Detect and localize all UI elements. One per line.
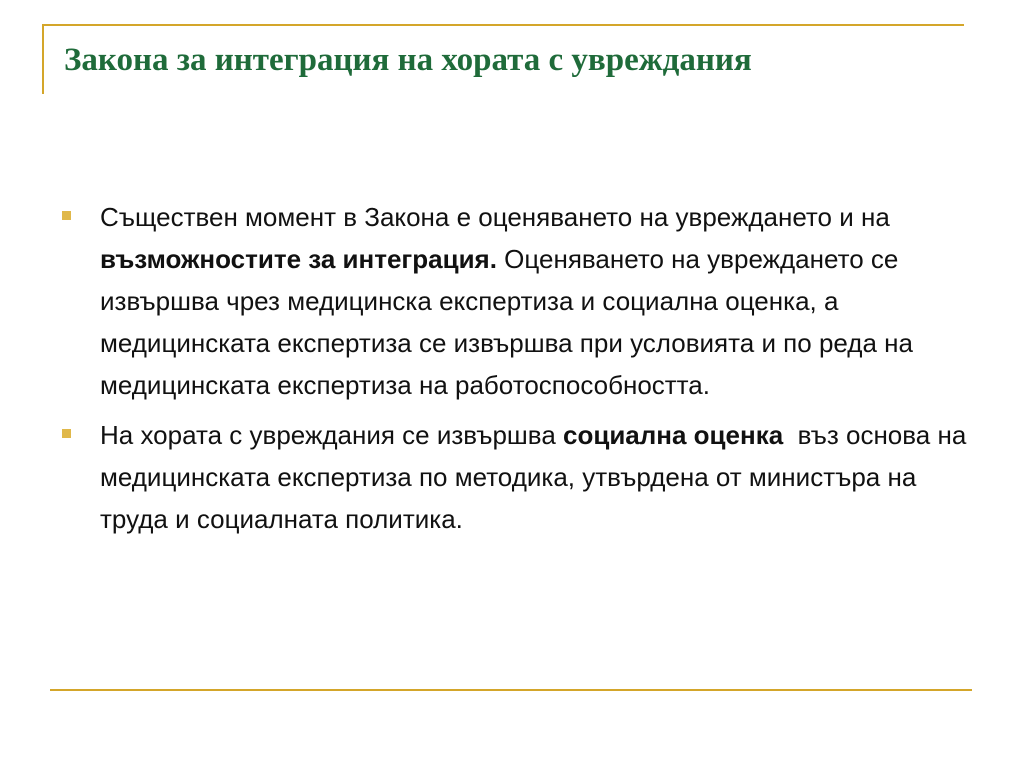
top-divider-line	[42, 24, 964, 26]
left-divider-line	[42, 24, 44, 94]
bullet-text: Оценяването на увреждането се извършва чрез медицинска експертиза и социална оценка, а медицинската експертиза се извършва при условията и по реда на медицинската експертиза на работоспособността.	[100, 244, 913, 400]
bullet-item	[60, 196, 970, 406]
bullet-list	[60, 196, 974, 540]
bullet-bold-text: възможностите за интеграция.	[100, 244, 497, 274]
square-bullet-icon	[62, 429, 71, 438]
bullet-text: Съществен момент в Закона е оценяването на увреждането и на	[100, 202, 890, 232]
bullet-item	[60, 414, 974, 540]
bullet-text: въз основа на медицинската експертиза по методика, утвърдена от министъра на труда и социалната политика.	[100, 420, 974, 534]
slide-title: Закона за интеграция на хората с увреждания	[64, 42, 752, 78]
square-bullet-icon	[62, 211, 71, 220]
bullet-bold-text: социална оценка	[563, 420, 784, 450]
bottom-divider-line	[50, 689, 972, 691]
bullet-text: На хората с увреждания се извършва	[100, 420, 563, 450]
